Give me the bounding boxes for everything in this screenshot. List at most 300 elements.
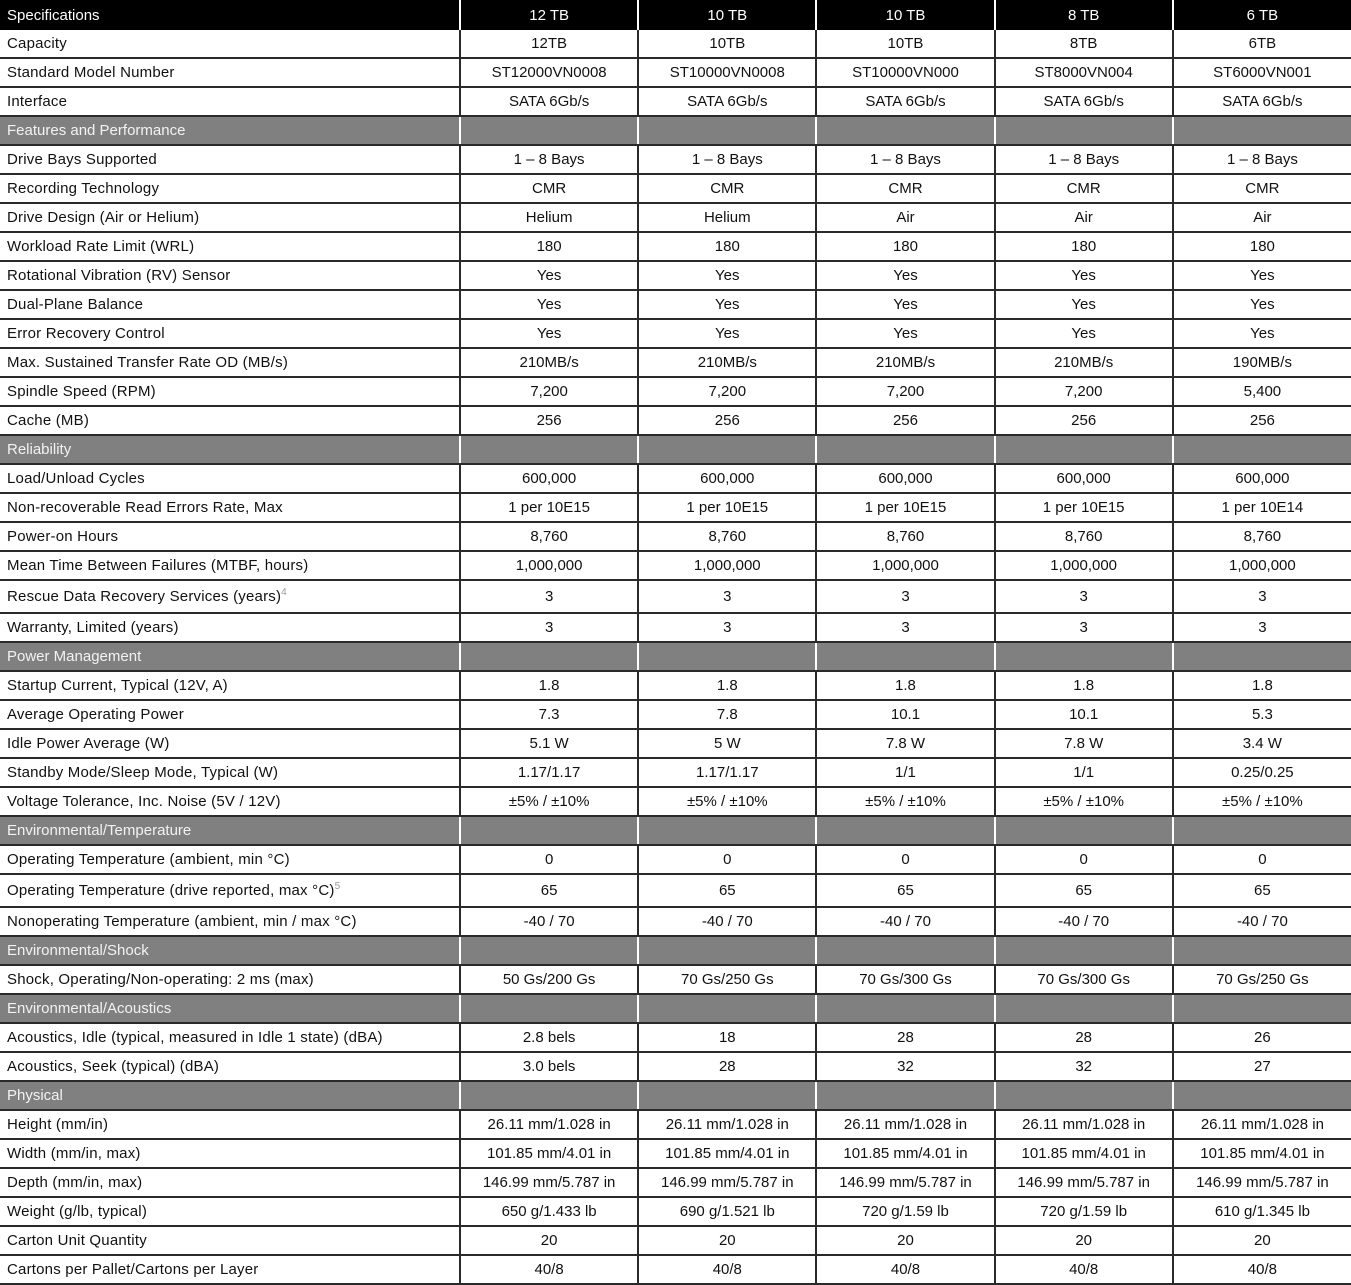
section-filler	[460, 435, 638, 464]
value-cell: 1,000,000	[995, 551, 1173, 580]
value-cell: 146.99 mm/5.787 in	[460, 1168, 638, 1197]
row-label: Power-on Hours	[7, 528, 119, 545]
value-cell: 65	[816, 874, 994, 907]
section-header-row	[0, 1081, 1351, 1110]
table-row	[0, 145, 1351, 174]
value-cell: Yes	[995, 319, 1173, 348]
value-cell: 65	[638, 874, 816, 907]
table-row	[0, 1226, 1351, 1255]
value-cell: 101.85 mm/4.01 in	[995, 1139, 1173, 1168]
value-cell: 70 Gs/250 Gs	[638, 965, 816, 994]
value-cell: 1,000,000	[638, 551, 816, 580]
row-label-cell	[0, 174, 460, 203]
value-cell: 27	[1173, 1052, 1351, 1081]
section-filler	[638, 994, 816, 1023]
value-cell: 180	[995, 232, 1173, 261]
row-label-cell	[0, 58, 460, 87]
value-cell: ±5% / ±10%	[816, 787, 994, 816]
section-filler	[460, 116, 638, 145]
table-row	[0, 232, 1351, 261]
row-label-cell	[0, 1023, 460, 1052]
value-cell: 190MB/s	[1173, 348, 1351, 377]
value-cell: 5.1 W	[460, 729, 638, 758]
value-cell: CMR	[1173, 174, 1351, 203]
table-row	[0, 261, 1351, 290]
section-filler	[995, 642, 1173, 671]
value-cell: 1.8	[460, 671, 638, 700]
value-cell: 8TB	[995, 30, 1173, 58]
table-row	[0, 1168, 1351, 1197]
section-header-row	[0, 994, 1351, 1023]
row-label-cell	[0, 406, 460, 435]
section-filler	[638, 936, 816, 965]
section-filler	[1173, 1081, 1351, 1110]
value-cell: 20	[638, 1226, 816, 1255]
value-cell: CMR	[460, 174, 638, 203]
value-cell: 3	[995, 613, 1173, 642]
value-cell: 6TB	[1173, 30, 1351, 58]
table-row	[0, 1139, 1351, 1168]
value-cell: -40 / 70	[1173, 907, 1351, 936]
value-cell: Yes	[638, 261, 816, 290]
value-cell: 7.8 W	[816, 729, 994, 758]
value-cell: 1 – 8 Bays	[460, 145, 638, 174]
row-label-cell	[0, 377, 460, 406]
row-label-cell	[0, 907, 460, 936]
value-cell: Yes	[1173, 290, 1351, 319]
value-cell: 65	[460, 874, 638, 907]
row-label: Nonoperating Temperature (ambient, min / max °C)	[7, 913, 357, 930]
row-label: Rotational Vibration (RV) Sensor	[7, 267, 231, 284]
footnote-marker: 4	[281, 587, 287, 598]
section-filler	[1173, 994, 1351, 1023]
row-label: Standby Mode/Sleep Mode, Typical (W)	[7, 764, 279, 781]
value-cell: 7,200	[638, 377, 816, 406]
table-row	[0, 1255, 1351, 1284]
value-cell: 12TB	[460, 30, 638, 58]
column-header: 10 TB	[638, 0, 816, 30]
table-row	[0, 464, 1351, 493]
value-cell: 256	[460, 406, 638, 435]
value-cell: 180	[638, 232, 816, 261]
value-cell: 0	[638, 845, 816, 874]
section-header-row	[0, 642, 1351, 671]
value-cell: 10TB	[816, 30, 994, 58]
section-filler	[638, 642, 816, 671]
value-cell: 1 per 10E15	[995, 493, 1173, 522]
value-cell: 10TB	[638, 30, 816, 58]
value-cell: 70 Gs/300 Gs	[995, 965, 1173, 994]
section-filler	[816, 816, 994, 845]
row-label: Drive Bays Supported	[7, 151, 157, 168]
value-cell: CMR	[816, 174, 994, 203]
value-cell: ±5% / ±10%	[995, 787, 1173, 816]
row-label-cell	[0, 87, 460, 116]
value-cell: 180	[816, 232, 994, 261]
value-cell: -40 / 70	[460, 907, 638, 936]
value-cell: 0.25/0.25	[1173, 758, 1351, 787]
section-filler	[816, 116, 994, 145]
value-cell: 26.11 mm/1.028 in	[1173, 1110, 1351, 1139]
row-label-cell	[0, 1226, 460, 1255]
value-cell: Air	[816, 203, 994, 232]
value-cell: 26.11 mm/1.028 in	[816, 1110, 994, 1139]
value-cell: 5,400	[1173, 377, 1351, 406]
section-header-row	[0, 936, 1351, 965]
value-cell: 1 – 8 Bays	[995, 145, 1173, 174]
section-title: Reliability	[0, 435, 460, 464]
value-cell: 3	[638, 580, 816, 613]
row-label: Capacity	[7, 35, 67, 52]
value-cell: 146.99 mm/5.787 in	[638, 1168, 816, 1197]
value-cell: 7.8	[638, 700, 816, 729]
value-cell: 2.8 bels	[460, 1023, 638, 1052]
value-cell: 0	[995, 845, 1173, 874]
section-filler	[638, 435, 816, 464]
row-label-cell	[0, 203, 460, 232]
value-cell: 101.85 mm/4.01 in	[460, 1139, 638, 1168]
header-row	[0, 0, 1351, 30]
row-label: Height (mm/in)	[7, 1116, 109, 1133]
table-row	[0, 845, 1351, 874]
value-cell: 20	[816, 1226, 994, 1255]
row-label-cell	[0, 261, 460, 290]
value-cell: ±5% / ±10%	[1173, 787, 1351, 816]
value-cell: 8,760	[638, 522, 816, 551]
value-cell: 40/8	[638, 1255, 816, 1284]
table-row	[0, 1023, 1351, 1052]
row-label: Non-recoverable Read Errors Rate, Max	[7, 499, 283, 516]
section-filler	[816, 994, 994, 1023]
row-label: Interface	[7, 93, 68, 110]
table-row	[0, 729, 1351, 758]
value-cell: 146.99 mm/5.787 in	[995, 1168, 1173, 1197]
section-title: Environmental/Temperature	[0, 816, 460, 845]
value-cell: 1.8	[638, 671, 816, 700]
table-row	[0, 965, 1351, 994]
row-label-cell	[0, 232, 460, 261]
value-cell: 180	[1173, 232, 1351, 261]
row-label: Average Operating Power	[7, 706, 184, 723]
value-cell: 1 – 8 Bays	[638, 145, 816, 174]
value-cell: ±5% / ±10%	[460, 787, 638, 816]
row-label: Depth (mm/in, max)	[7, 1174, 143, 1191]
table-row	[0, 1197, 1351, 1226]
row-label: Drive Design (Air or Helium)	[7, 209, 200, 226]
value-cell: 26	[1173, 1023, 1351, 1052]
row-label-cell	[0, 874, 460, 907]
table-row	[0, 758, 1351, 787]
value-cell: 50 Gs/200 Gs	[460, 965, 638, 994]
table-row	[0, 551, 1351, 580]
column-header: 10 TB	[816, 0, 994, 30]
row-label-cell	[0, 1168, 460, 1197]
value-cell: 3.4 W	[1173, 729, 1351, 758]
value-cell: 256	[638, 406, 816, 435]
value-cell: Helium	[638, 203, 816, 232]
value-cell: 210MB/s	[638, 348, 816, 377]
value-cell: 8,760	[995, 522, 1173, 551]
value-cell: Yes	[638, 290, 816, 319]
value-cell: 610 g/1.345 lb	[1173, 1197, 1351, 1226]
value-cell: 65	[995, 874, 1173, 907]
section-header-row	[0, 116, 1351, 145]
value-cell: 1 – 8 Bays	[1173, 145, 1351, 174]
row-label-cell	[0, 613, 460, 642]
table-row	[0, 319, 1351, 348]
value-cell: 600,000	[460, 464, 638, 493]
value-cell: 3	[816, 580, 994, 613]
value-cell: 1/1	[995, 758, 1173, 787]
value-cell: Yes	[816, 261, 994, 290]
value-cell: 256	[1173, 406, 1351, 435]
row-label: Weight (g/lb, typical)	[7, 1203, 148, 1220]
value-cell: 146.99 mm/5.787 in	[816, 1168, 994, 1197]
value-cell: ST10000VN0008	[638, 58, 816, 87]
value-cell: SATA 6Gb/s	[460, 87, 638, 116]
value-cell: ST10000VN000	[816, 58, 994, 87]
section-filler	[460, 936, 638, 965]
value-cell: 3	[460, 580, 638, 613]
table-row	[0, 290, 1351, 319]
value-cell: 18	[638, 1023, 816, 1052]
column-header: 6 TB	[1173, 0, 1351, 30]
section-filler	[816, 936, 994, 965]
value-cell: -40 / 70	[816, 907, 994, 936]
section-filler	[995, 435, 1173, 464]
section-filler	[1173, 435, 1351, 464]
value-cell: 28	[638, 1052, 816, 1081]
value-cell: 0	[816, 845, 994, 874]
value-cell: Air	[1173, 203, 1351, 232]
value-cell: 600,000	[638, 464, 816, 493]
value-cell: 70 Gs/250 Gs	[1173, 965, 1351, 994]
value-cell: 26.11 mm/1.028 in	[460, 1110, 638, 1139]
column-header: 12 TB	[460, 0, 638, 30]
footnote-marker: 5	[334, 881, 341, 892]
table-row	[0, 907, 1351, 936]
section-filler	[995, 816, 1173, 845]
value-cell: Yes	[816, 319, 994, 348]
row-label: Operating Temperature (ambient, min °C)	[7, 851, 290, 868]
row-label-cell	[0, 493, 460, 522]
row-label-cell	[0, 758, 460, 787]
row-label-cell	[0, 551, 460, 580]
row-label-cell	[0, 729, 460, 758]
row-label-cell	[0, 522, 460, 551]
value-cell: 101.85 mm/4.01 in	[1173, 1139, 1351, 1168]
row-label: Recording Technology	[7, 180, 160, 197]
value-cell: ST12000VN0008	[460, 58, 638, 87]
section-title: Physical	[0, 1081, 460, 1110]
value-cell: 32	[995, 1052, 1173, 1081]
row-label-cell	[0, 1139, 460, 1168]
row-label: Idle Power Average (W)	[7, 735, 170, 752]
value-cell: 3.0 bels	[460, 1052, 638, 1081]
row-label-cell	[0, 30, 460, 58]
value-cell: 101.85 mm/4.01 in	[816, 1139, 994, 1168]
row-label: Shock, Operating/Non-operating: 2 ms (max)	[7, 971, 314, 988]
value-cell: 720 g/1.59 lb	[995, 1197, 1173, 1226]
section-filler	[1173, 936, 1351, 965]
value-cell: 1.8	[1173, 671, 1351, 700]
section-filler	[460, 994, 638, 1023]
table-row	[0, 348, 1351, 377]
row-label: Acoustics, Idle (typical, measured in Idle 1 state) (dBA)	[7, 1029, 383, 1046]
table-row	[0, 700, 1351, 729]
value-cell: 28	[995, 1023, 1173, 1052]
table-row	[0, 406, 1351, 435]
value-cell: 690 g/1.521 lb	[638, 1197, 816, 1226]
row-label: Cartons per Pallet/Cartons per Layer	[7, 1261, 259, 1278]
section-filler	[1173, 116, 1351, 145]
row-label: Acoustics, Seek (typical) (dBA)	[7, 1058, 220, 1075]
value-cell: Yes	[995, 290, 1173, 319]
value-cell: 10.1	[995, 700, 1173, 729]
row-label: Spindle Speed (RPM)	[7, 383, 156, 400]
value-cell: 720 g/1.59 lb	[816, 1197, 994, 1226]
row-label: Mean Time Between Failures (MTBF, hours)	[7, 557, 309, 574]
row-label-cell	[0, 787, 460, 816]
value-cell: 3	[995, 580, 1173, 613]
value-cell: 28	[816, 1023, 994, 1052]
value-cell: Yes	[460, 261, 638, 290]
value-cell: 1,000,000	[816, 551, 994, 580]
row-label-cell	[0, 145, 460, 174]
row-label-cell	[0, 464, 460, 493]
row-label: Startup Current, Typical (12V, A)	[7, 677, 228, 694]
value-cell: 10.1	[816, 700, 994, 729]
value-cell: 3	[816, 613, 994, 642]
section-filler	[638, 816, 816, 845]
value-cell: -40 / 70	[995, 907, 1173, 936]
value-cell: 3	[638, 613, 816, 642]
section-filler	[816, 1081, 994, 1110]
table-row	[0, 87, 1351, 116]
row-label: Cache (MB)	[7, 412, 90, 429]
spec-body	[0, 30, 1351, 1284]
section-filler	[1173, 642, 1351, 671]
section-title: Environmental/Acoustics	[0, 994, 460, 1023]
table-row	[0, 203, 1351, 232]
value-cell: CMR	[638, 174, 816, 203]
row-label-cell	[0, 319, 460, 348]
value-cell: 210MB/s	[995, 348, 1173, 377]
table-row	[0, 874, 1351, 907]
value-cell: 1.8	[995, 671, 1173, 700]
value-cell: SATA 6Gb/s	[816, 87, 994, 116]
value-cell: 600,000	[995, 464, 1173, 493]
row-label-cell	[0, 580, 460, 613]
value-cell: 101.85 mm/4.01 in	[638, 1139, 816, 1168]
row-label-cell	[0, 671, 460, 700]
section-title: Power Management	[0, 642, 460, 671]
section-filler	[460, 816, 638, 845]
section-header-row	[0, 435, 1351, 464]
value-cell: SATA 6Gb/s	[638, 87, 816, 116]
row-label: Voltage Tolerance, Inc. Noise (5V / 12V)	[7, 793, 281, 810]
value-cell: 3	[1173, 613, 1351, 642]
value-cell: 180	[460, 232, 638, 261]
row-label-cell	[0, 1255, 460, 1284]
row-label-cell	[0, 1110, 460, 1139]
value-cell: -40 / 70	[638, 907, 816, 936]
section-filler	[816, 642, 994, 671]
row-label: Standard Model Number	[7, 64, 175, 81]
value-cell: 70 Gs/300 Gs	[816, 965, 994, 994]
value-cell: ST6000VN001	[1173, 58, 1351, 87]
value-cell: 40/8	[1173, 1255, 1351, 1284]
value-cell: 5 W	[638, 729, 816, 758]
value-cell: 1 per 10E15	[816, 493, 994, 522]
row-label-cell	[0, 700, 460, 729]
value-cell: 1.17/1.17	[460, 758, 638, 787]
value-cell: 210MB/s	[460, 348, 638, 377]
table-row	[0, 522, 1351, 551]
value-cell: 5.3	[1173, 700, 1351, 729]
value-cell: 0	[460, 845, 638, 874]
value-cell: 1 per 10E15	[460, 493, 638, 522]
value-cell: 256	[995, 406, 1173, 435]
value-cell: 65	[1173, 874, 1351, 907]
table-row	[0, 1110, 1351, 1139]
value-cell: Yes	[638, 319, 816, 348]
row-label: Workload Rate Limit (WRL)	[7, 238, 195, 255]
row-label-cell	[0, 1052, 460, 1081]
value-cell: 26.11 mm/1.028 in	[995, 1110, 1173, 1139]
value-cell: 7.8 W	[995, 729, 1173, 758]
value-cell: 650 g/1.433 lb	[460, 1197, 638, 1226]
value-cell: Yes	[816, 290, 994, 319]
value-cell: 8,760	[1173, 522, 1351, 551]
value-cell: 8,760	[816, 522, 994, 551]
value-cell: SATA 6Gb/s	[1173, 87, 1351, 116]
value-cell: 1 per 10E15	[638, 493, 816, 522]
value-cell: CMR	[995, 174, 1173, 203]
table-row	[0, 1052, 1351, 1081]
value-cell: 600,000	[816, 464, 994, 493]
value-cell: 40/8	[995, 1255, 1173, 1284]
row-label: Carton Unit Quantity	[7, 1232, 147, 1249]
table-row	[0, 58, 1351, 87]
column-header: 8 TB	[995, 0, 1173, 30]
value-cell: 0	[1173, 845, 1351, 874]
value-cell: 8,760	[460, 522, 638, 551]
value-cell: 1.17/1.17	[638, 758, 816, 787]
section-title: Features and Performance	[0, 116, 460, 145]
value-cell: 1/1	[816, 758, 994, 787]
value-cell: 3	[1173, 580, 1351, 613]
value-cell: 7.3	[460, 700, 638, 729]
row-label-cell	[0, 845, 460, 874]
value-cell: 1.8	[816, 671, 994, 700]
section-filler	[995, 994, 1173, 1023]
row-label-cell	[0, 1197, 460, 1226]
value-cell: SATA 6Gb/s	[995, 87, 1173, 116]
table-row	[0, 174, 1351, 203]
value-cell: 20	[995, 1226, 1173, 1255]
value-cell: 1,000,000	[460, 551, 638, 580]
row-label: Width (mm/in, max)	[7, 1145, 141, 1162]
section-title: Environmental/Shock	[0, 936, 460, 965]
section-filler	[460, 1081, 638, 1110]
value-cell: ±5% / ±10%	[638, 787, 816, 816]
section-filler	[995, 936, 1173, 965]
section-filler	[995, 1081, 1173, 1110]
row-label: Max. Sustained Transfer Rate OD (MB/s)	[7, 354, 289, 371]
row-label: Load/Unload Cycles	[7, 470, 145, 487]
row-label-cell	[0, 965, 460, 994]
